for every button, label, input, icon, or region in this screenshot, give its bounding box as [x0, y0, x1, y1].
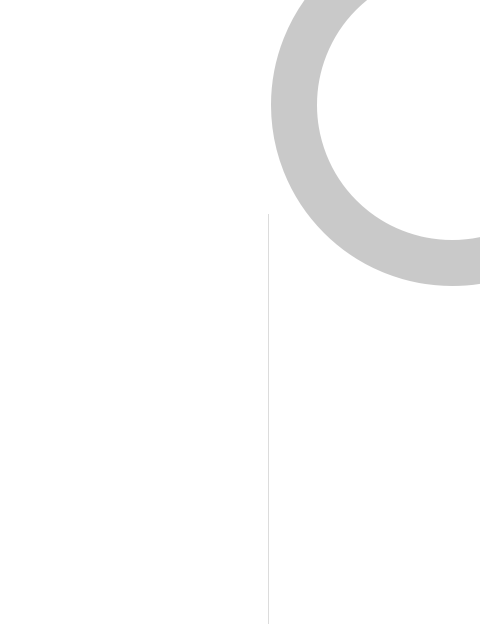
column-divider: [268, 214, 269, 624]
